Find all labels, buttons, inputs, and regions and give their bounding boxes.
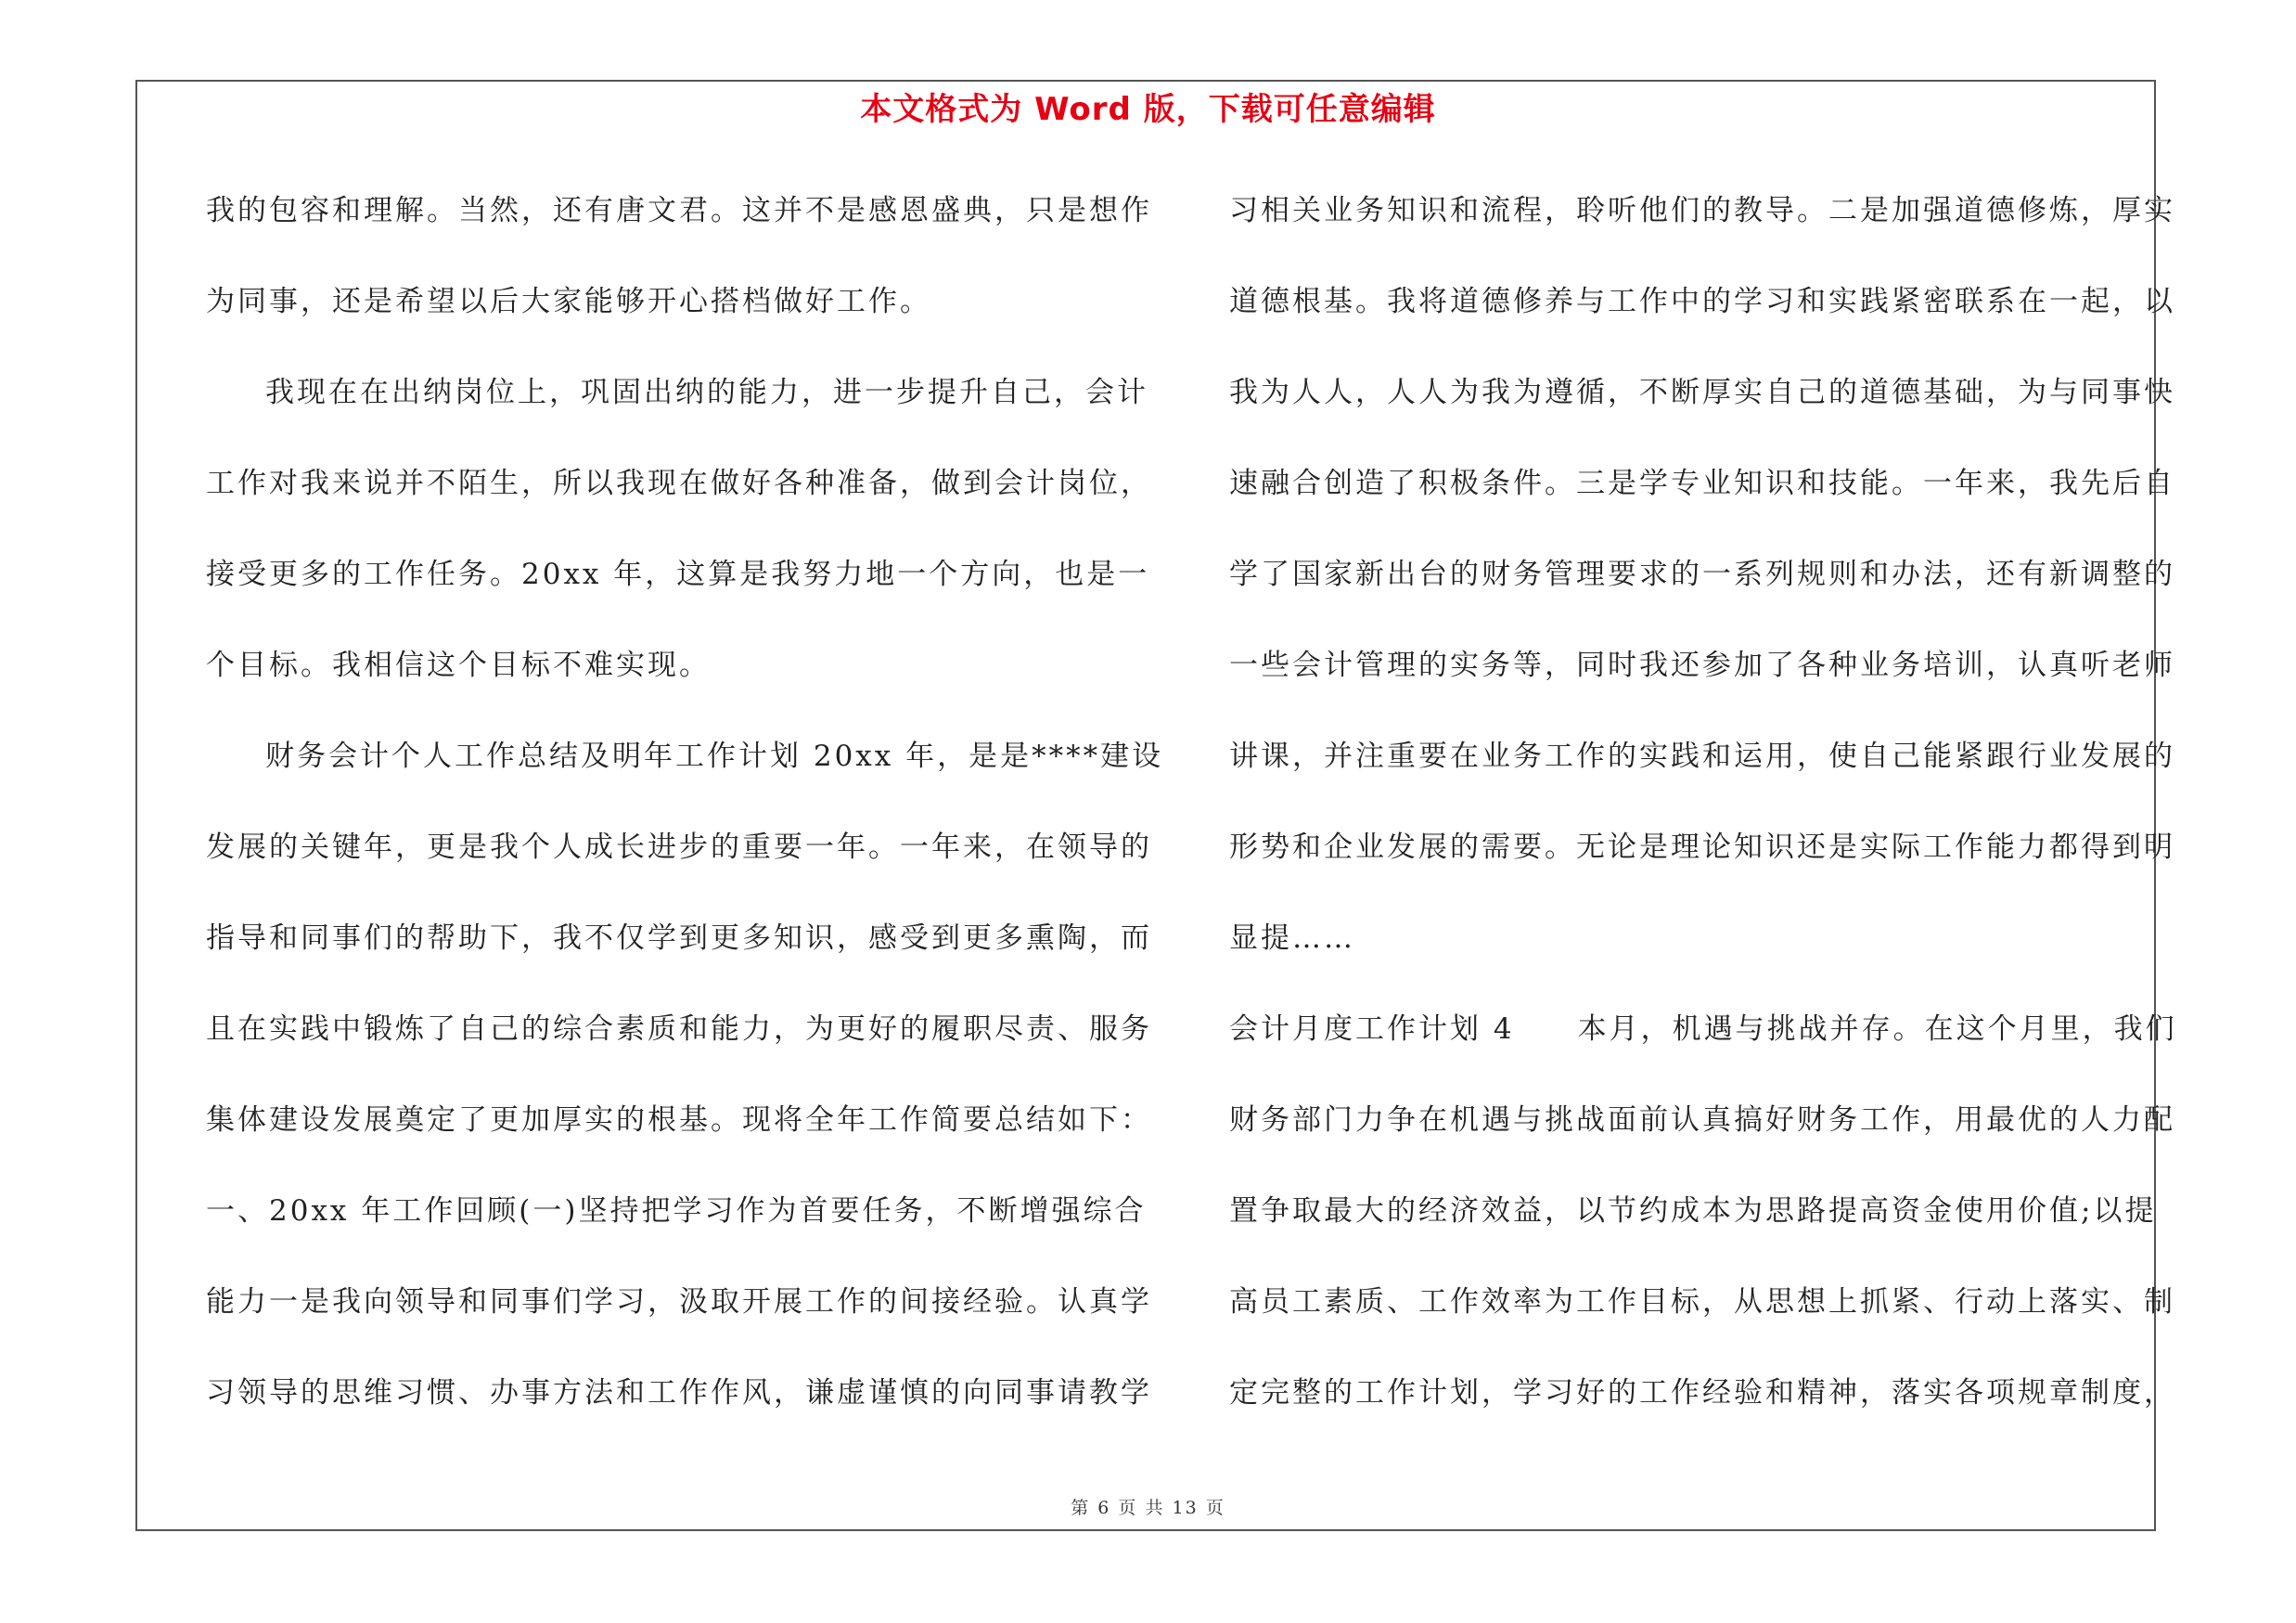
text-line: 为同事，还是希望以后大家能够开心搭档做好工作。 [206, 285, 931, 318]
text-line: 能力一是我向领导和同事们学习，汲取开展工作的间接经验。认真学 [206, 1285, 1152, 1319]
text-line: 习相关业务知识和流程，聆听他们的教导。二是加强道德修炼，厚实 [1229, 194, 2175, 227]
text-line: 集体建设发展奠定了更加厚实的根基。现将全年工作简要总结如下： [206, 1103, 1152, 1137]
text-line: 学了国家新出台的财务管理要求的一系列规则和办法，还有新调整的 [1229, 558, 2175, 591]
text-line: 会计月度工作计划 4 本月，机遇与挑战并存。在这个月里，我们 [1229, 1012, 2177, 1046]
text-line: 我现在在出纳岗位上，巩固出纳的能力，进一步提升自己，会计 [265, 376, 1148, 409]
text-line: 一些会计管理的实务等，同时我还参加了各种业务培训，认真听老师 [1229, 649, 2175, 682]
text-line: 习领导的思维习惯、办事方法和工作作风，谦虚谨慎的向同事请教学 [206, 1376, 1152, 1410]
text-line: 指导和同事们的帮助下，我不仅学到更多知识，感受到更多熏陶，而 [206, 921, 1152, 955]
text-line: 高员工素质、工作效率为工作目标，从思想上抓紧、行动上落实、制 [1229, 1285, 2175, 1319]
word-format-banner: 本文格式为 Word 版，下载可任意编辑 [860, 91, 1436, 128]
text-line: 财务会计个人工作总结及明年工作计划 20xx 年，是是****建设 [265, 740, 1164, 773]
text-line: 我的包容和理解。当然，还有唐文君。这并不是感恩盛典，只是想作 [206, 194, 1152, 227]
text-line: 形势和企业发展的需要。无论是理论知识还是实际工作能力都得到明 [1229, 831, 2175, 864]
text-line: 置争取最大的经济效益，以节约成本为思路提高资金使用价值;以提 [1229, 1194, 2157, 1228]
left-column [206, 184, 1164, 1457]
text-line: 发展的关键年，更是我个人成长进步的重要一年。一年来，在领导的 [206, 831, 1152, 864]
text-line: 我为人人，人人为我为遵循，不断厚实自己的道德基础，为与同事快 [1229, 376, 2175, 409]
page-number: 第 6 页 共 13 页 [1071, 1498, 1225, 1518]
right-column [1229, 184, 2177, 1457]
text-line: 定完整的工作计划，学习好的工作经验和精神，落实各项规章制度， [1229, 1376, 2175, 1410]
text-line: 速融合创造了积极条件。三是学专业知识和技能。一年来，我先后自 [1229, 467, 2175, 500]
text-line: 接受更多的工作任务。20xx 年，这算是我努力地一个方向，也是一 [206, 558, 1150, 591]
text-line: 个目标。我相信这个目标不难实现。 [206, 649, 711, 682]
text-line: 一、20xx 年工作回顾(一)坚持把学习作为首要任务，不断增强综合 [206, 1194, 1147, 1228]
text-line: 工作对我来说并不陌生，所以我现在做好各种准备，做到会计岗位， [206, 467, 1152, 500]
text-line: 且在实践中锻炼了自己的综合素质和能力，为更好的履职尽责、服务 [206, 1012, 1152, 1046]
text-line: 财务部门力争在机遇与挑战面前认真搞好财务工作，用最优的人力配 [1229, 1103, 2175, 1137]
text-line: 讲课，并注重要在业务工作的实践和运用，使自己能紧跟行业发展的 [1229, 740, 2175, 773]
text-line: 道德根基。我将道德修养与工作中的学习和实践紧密联系在一起，以 [1229, 285, 2175, 318]
text-line: 显提…… [1229, 921, 1355, 955]
